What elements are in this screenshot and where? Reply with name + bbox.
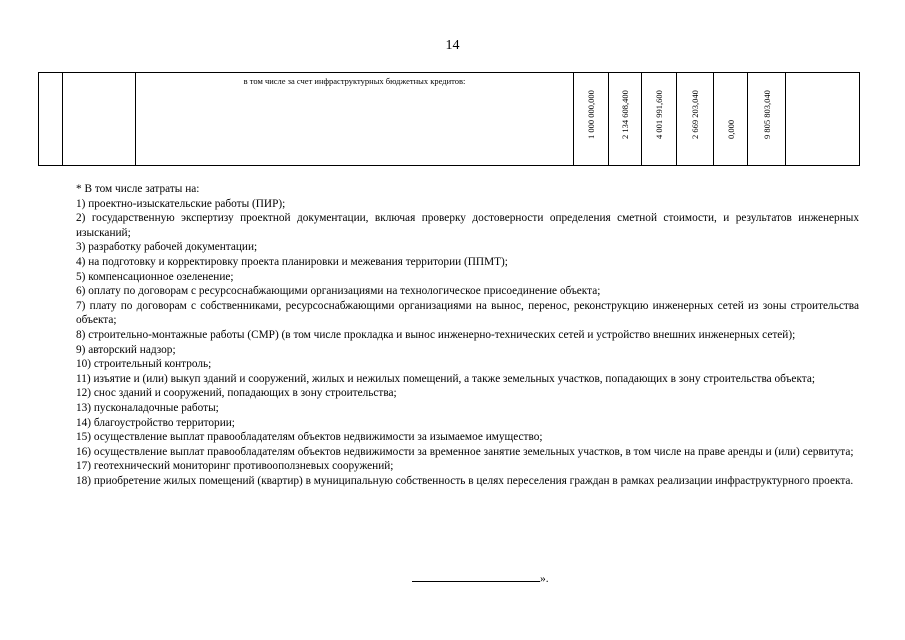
note-item: 11) изъятие и (или) выкуп зданий и сооружений, жилых и нежилых помещений, а также земельных участков, попадающих в зону строительства объекта; (76, 372, 816, 385)
note-item: 1) проектно-изыскательские работы (ПИР); (76, 197, 286, 210)
note-item: 16) осуществление выплат правообладателям объектов недвижимости за временное занятие земельных участков, в том числе на праве аренды и (или) сервитута; (76, 445, 854, 458)
note-item: 10) строительный контроль; (76, 358, 212, 371)
table-cell-value (642, 73, 677, 166)
note-item: 14) благоустройство территории; (76, 416, 235, 429)
note-item: 3) разработку рабочей документации; (76, 241, 258, 254)
note-item: 2) государственную экспертизу проектной документации, включая проверку достоверности определения сметной стоимости, и результатов инженерных изысканий; (76, 212, 859, 239)
cost-notes (76, 182, 859, 488)
budget-table (38, 72, 860, 166)
table-row (39, 73, 860, 166)
note-item: 4) на подготовку и корректировку проекта планировки и межевания территории (ППМТ); (76, 255, 508, 268)
value-text: 2 669 203,040 (690, 90, 700, 139)
table-cell-empty (786, 73, 860, 166)
note-item: 6) оплату по договорам с ресурсоснабжающими организациями на технологическое присоединение объекта; (76, 285, 601, 298)
closing-quote: ». (540, 573, 549, 585)
note-item: 17) геотехнический мониторинг противооползневых сооружений; (76, 460, 394, 473)
value-text: 0,000 (725, 119, 736, 139)
notes-intro: * В том числе затраты на: (76, 183, 200, 195)
note-item: 9) авторский надзор; (76, 343, 176, 356)
note-item: 13) пусконаладочные работы; (76, 401, 219, 414)
note-item: 5) компенсационное озеленение; (76, 270, 234, 283)
note-item: 18) приобретение жилых помещений (квартир) в муниципальную собственность в целях переселения граждан в рамках реализации инфраструктурного проекта. (76, 474, 854, 487)
note-item: 7) плату по договорам с собственниками, ресурсоснабжающими организациями на вынос, перенос, реконструкцию инженерных сетей из зоны строительства объекта; (76, 299, 859, 327)
value-text: 9 805 803,040 (761, 90, 772, 139)
page-number: 14 (445, 38, 460, 53)
table-cell-description: в том числе за счет инфраструктурных бюджетных кредитов: (136, 73, 574, 166)
note-item: 15) осуществление выплат правообладателям объектов недвижимости за изымаемое имущество; (76, 431, 543, 444)
table-cell-value (609, 73, 642, 166)
note-item: 12) снос зданий и сооружений, попадающих в зону строительства; (76, 387, 397, 400)
value-text: 1 000 000,000 (586, 90, 596, 139)
table-cell-empty (63, 73, 136, 166)
table-cell-value (677, 73, 714, 166)
signature-block (412, 570, 549, 585)
signature-line (412, 570, 540, 582)
value-text: 4 001 991,600 (654, 90, 664, 139)
table-cell-value (574, 73, 609, 166)
table-cell-value (714, 73, 748, 166)
value-text: 2 134 608,400 (620, 90, 630, 139)
note-item: 8) строительно-монтажные работы (СМР) (в том числе прокладка и вынос инженерно-технических сетей и устройство внешних инженерных сетей); (76, 328, 796, 341)
table-cell-value (748, 73, 786, 166)
table-cell-empty (39, 73, 63, 166)
